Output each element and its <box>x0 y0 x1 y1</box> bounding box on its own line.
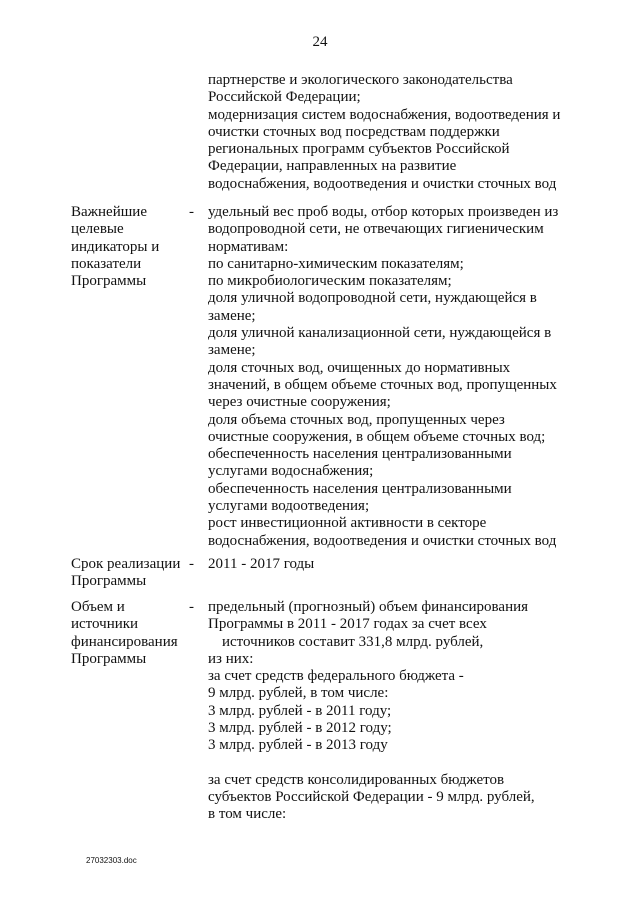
label-line: Срок реализации <box>71 556 181 572</box>
content-line: Программы в 2011 - 2017 годах за счет всех <box>208 616 487 633</box>
content-line: источников составит 331,8 млрд. рублей, <box>222 633 484 650</box>
section-content <box>208 556 588 573</box>
content-line: замене; <box>208 307 256 324</box>
label-line: Программы <box>71 273 147 290</box>
content-line: 3 млрд. рублей - в 2011 году; <box>208 702 392 719</box>
label-line: Важнейшие <box>71 204 147 220</box>
intro-line: региональных программ субъектов Российской <box>208 141 510 158</box>
content-line: рост инвестиционной активности в секторе <box>208 515 487 532</box>
content-line: по санитарно-химическим показателям; <box>208 255 464 272</box>
label-line: Программы <box>71 573 147 590</box>
content-line: водоснабжения, водоотведения и очистки сточных вод <box>208 532 557 549</box>
section-label <box>71 204 191 290</box>
section-dash: - <box>189 556 194 572</box>
content-line: 3 млрд. рублей - в 2012 году; <box>208 720 392 737</box>
content-line: обеспеченность населения централизованными <box>208 446 512 463</box>
intro-content <box>208 72 588 193</box>
content-line: доля сточных вод, очищенных до нормативных <box>208 359 511 376</box>
content-line: за счет средств федерального бюджета - <box>208 668 464 685</box>
content-line: 9 млрд. рублей, в том числе: <box>208 685 389 702</box>
content-line: 2011 - 2017 годы <box>208 556 315 572</box>
label-line: источники <box>71 616 139 633</box>
label-line: Объем и <box>71 599 125 615</box>
content-line: через очистные сооружения; <box>208 394 391 411</box>
content-line: нормативам: <box>208 238 289 255</box>
document-filename: 27032303.doc <box>86 856 137 865</box>
content-line: обеспеченность населения централизованными <box>208 480 512 497</box>
intro-line: модернизация систем водоснабжения, водоотведения и <box>208 106 561 123</box>
content-line: за счет средств консолидированных бюджетов <box>208 771 505 788</box>
section-dash: - <box>189 204 194 220</box>
content-line: субъектов Российской Федерации - 9 млрд. рублей, <box>208 788 535 805</box>
intro-line: партнерстве и экологического законодательства <box>208 72 513 88</box>
content-line: услугами водоснабжения; <box>208 463 374 480</box>
label-line: финансирования <box>71 633 178 650</box>
section-label <box>71 599 191 668</box>
content-line: очистные сооружения, в общем объеме сточных вод; <box>208 428 546 445</box>
intro-line: очистки сточных вод посредствам поддержки <box>208 123 500 140</box>
content-line: доля объема сточных вод, пропущенных через <box>208 411 505 428</box>
label-line: показатели <box>71 255 142 272</box>
content-line: из них: <box>208 650 254 667</box>
content-line: услугами водоотведения; <box>208 498 370 515</box>
section-dash: - <box>189 599 194 615</box>
intro-line: водоснабжения, водоотведения и очистки сточных вод <box>208 175 557 192</box>
content-line: удельный вес проб воды, отбор которых произведен из <box>208 204 559 220</box>
label-line: индикаторы и <box>71 238 160 255</box>
section-content <box>208 599 588 824</box>
intro-line: Федерации, направленных на развитие <box>208 158 457 175</box>
content-line: предельный (прогнозный) объем финансирования <box>208 599 529 615</box>
content-line: 3 млрд. рублей - в 2013 году <box>208 737 388 754</box>
content-line: доля уличной водопроводной сети, нуждающейся в <box>208 290 537 307</box>
label-line: целевые <box>71 221 124 238</box>
intro-line: Российской Федерации; <box>208 89 361 106</box>
content-line: значений, в общем объеме сточных вод, пропущенных <box>208 376 557 393</box>
content-line: доля уличной канализационной сети, нуждающейся в <box>208 325 552 342</box>
section-label <box>71 556 191 591</box>
content-line: по микробиологическим показателям; <box>208 273 452 290</box>
content-line: водопроводной сети, не отвечающих гигиеническим <box>208 221 544 238</box>
label-line: Программы <box>71 650 147 667</box>
content-line: замене; <box>208 342 256 359</box>
section-content <box>208 204 588 550</box>
content-line-blank <box>208 755 588 772</box>
page-number: 24 <box>312 34 328 50</box>
content-line: в том числе: <box>208 806 287 823</box>
